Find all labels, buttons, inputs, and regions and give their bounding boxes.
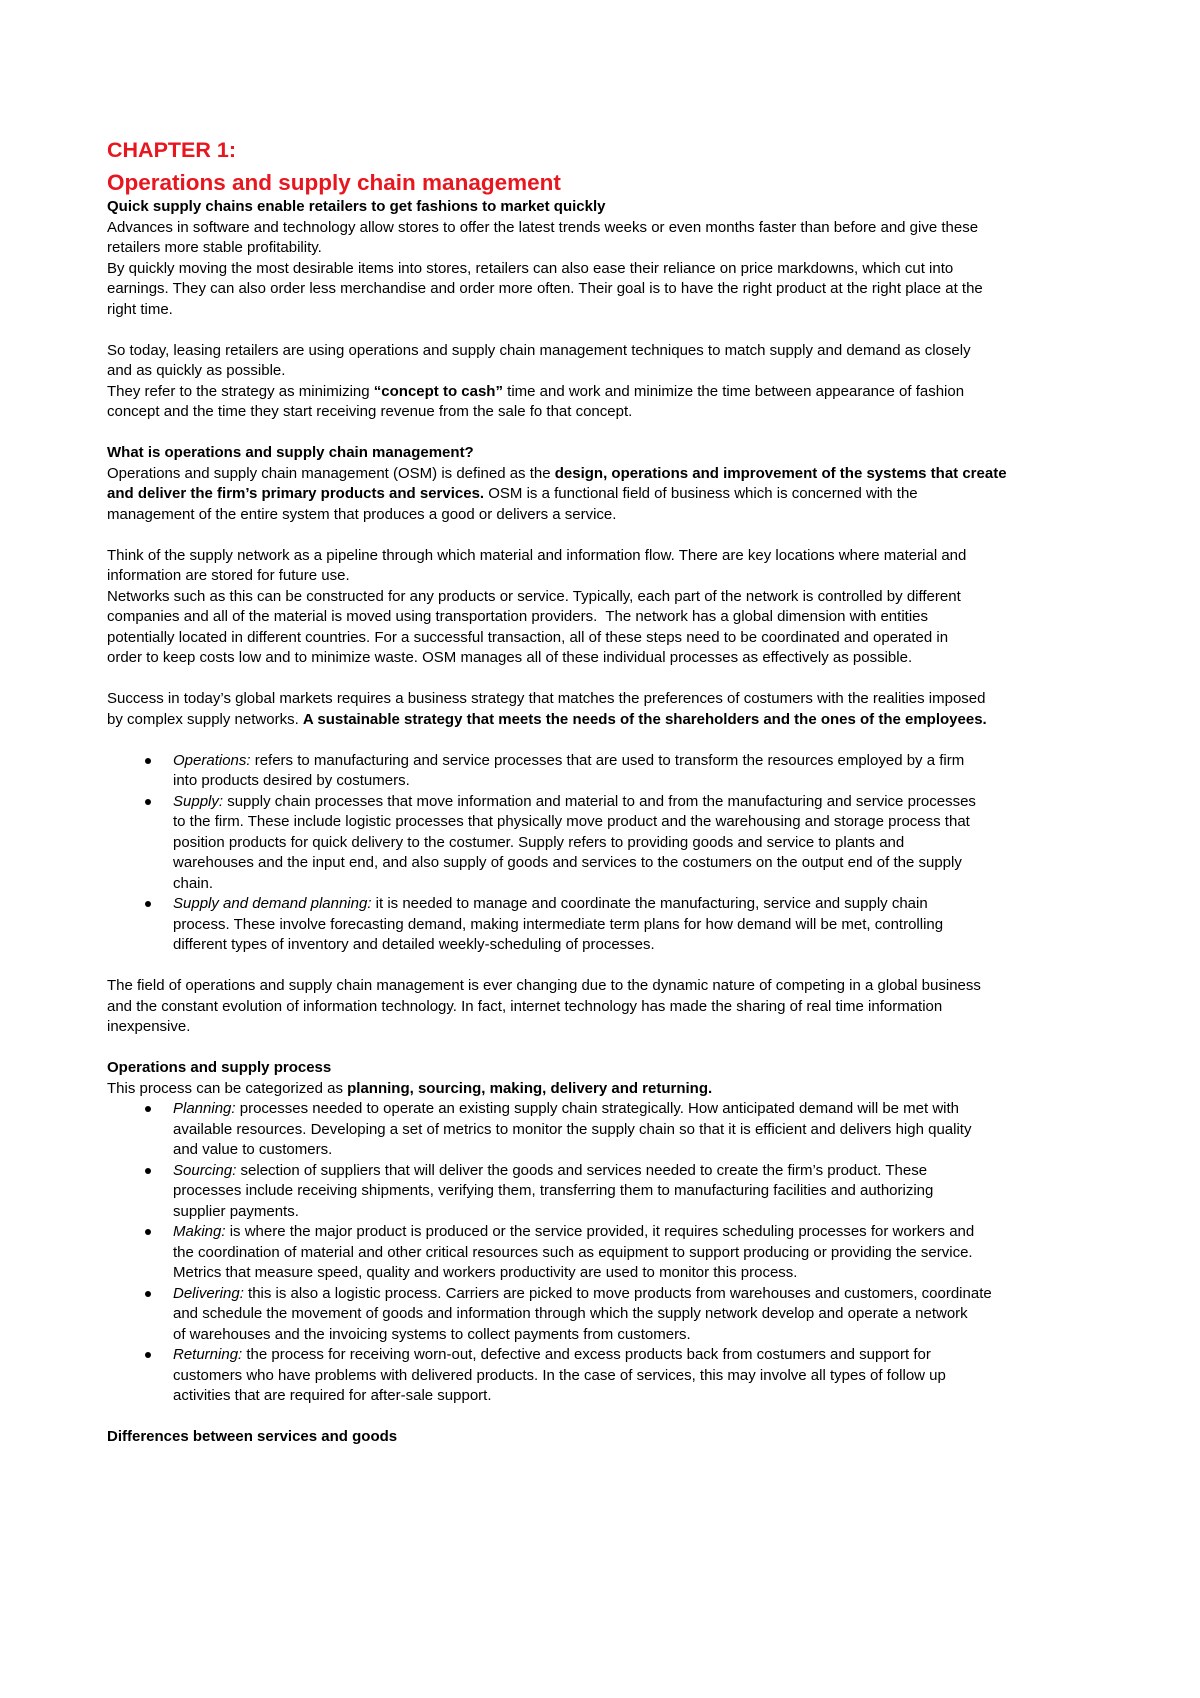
paragraph <box>107 976 1167 1038</box>
text-run: the process for receiving worn-out, defective and excess products back from costumers and support for <box>242 1346 931 1363</box>
bullet-term: Delivering: <box>173 1284 244 1302</box>
chapter-label: CHAPTER 1: <box>107 138 237 162</box>
bullet-item <box>107 1284 1167 1346</box>
text-run: Operations and supply chain management (OSM) is defined as the <box>107 464 555 482</box>
text-run: it is needed to manage and coordinate the manufacturing, service and supply chain <box>371 895 928 912</box>
text-line: of warehouses and the invoicing systems to collect payments from customers. <box>173 1325 691 1343</box>
bold-text: A sustainable strategy that meets the needs of the shareholders and the ones of the employees. <box>302 710 987 728</box>
bullet-dot-icon <box>145 1352 151 1358</box>
paragraph <box>107 689 1167 730</box>
text-line <box>173 1222 1167 1243</box>
section-heading: Quick supply chains enable retailers to get fashions to market quickly <box>107 198 606 215</box>
text-run: OSM is a functional field of business which is concerned with the <box>484 485 918 502</box>
bullet-dot-icon <box>145 1168 151 1174</box>
bullet-term: Returning: <box>173 1346 243 1363</box>
bullet-list <box>107 1099 1167 1407</box>
text-line: warehouses and the input end, and also supply of goods and services to the costumers on the output end of the supply <box>173 854 962 871</box>
blank-line <box>107 1038 1167 1059</box>
text-line: and the constant evolution of information technology. In fact, internet technology has made the sharing of real time information <box>107 997 943 1015</box>
bullet-dot-icon <box>145 758 151 764</box>
text-line: management of the entire system that produces a good or delivers a service. <box>107 505 617 523</box>
text-line: Networks such as this can be constructed for any products or service. Typically, each part of the network is controlled by different <box>107 587 961 605</box>
text-line: supplier payments. <box>173 1202 299 1220</box>
text-line: Metrics that measure speed, quality and workers productivity are used to monitor this process. <box>173 1264 798 1281</box>
text-line <box>173 751 1167 772</box>
text-run: This process can be categorized as <box>107 1079 348 1097</box>
bold-text: and deliver the firm’s primary products and services. <box>107 485 485 502</box>
bullet-item <box>107 1222 1167 1284</box>
paragraph <box>107 546 1167 587</box>
bullet-item <box>107 1161 1167 1223</box>
text-line: processes include receiving shipments, verifying them, transferring them to manufacturing facilities and authorizing <box>173 1182 934 1199</box>
text-line: process. These involve forecasting demand, making intermediate term plans for how demand will be met, controlling <box>173 915 944 933</box>
bullet-dot-icon <box>145 1106 151 1112</box>
document-body <box>107 197 1167 1448</box>
bullet-term: Supply and demand planning: <box>173 895 372 912</box>
text-line: chain. <box>173 874 214 892</box>
text-line: activities that are required for after-sale support. <box>173 1387 492 1404</box>
section-heading: What is operations and supply chain management? <box>107 444 474 461</box>
text-line <box>107 484 1167 505</box>
text-run: by complex supply networks. <box>107 710 303 728</box>
paragraph <box>107 218 1167 259</box>
bold-text: “concept to cash” <box>373 382 503 400</box>
text-line: customers who have problems with delivered products. In the case of services, this may involve all types of follow up <box>173 1366 946 1384</box>
text-line: concept and the time they start receiving revenue from the sale fo that concept. <box>107 403 633 420</box>
text-run: this is also a logistic process. Carriers are picked to move products from warehouses and customers, coordinate <box>243 1284 992 1302</box>
text-line: The field of operations and supply chain management is ever changing due to the dynamic nature of competing in a global business <box>107 977 981 994</box>
text-run: refers to manufacturing and service processes that are used to transform the resources employed by a firm <box>250 751 965 769</box>
text-line <box>173 1099 1167 1120</box>
text-line <box>107 1079 1167 1100</box>
text-line: potentially located in different countries. For a successful transaction, all of these steps need to be coordinated and operated in <box>107 628 949 646</box>
bullet-item <box>107 751 1167 792</box>
text-line <box>107 710 1167 731</box>
bullet-item <box>107 1345 1167 1407</box>
bullet-dot-icon <box>145 901 151 907</box>
text-line <box>173 894 1167 915</box>
bold-text: planning, sourcing, making, delivery and returning. <box>347 1079 713 1097</box>
text-line: different types of inventory and detailed weekly-scheduling of processes. <box>173 936 655 953</box>
paragraph <box>107 464 1167 526</box>
text-line <box>107 464 1167 485</box>
text-line: So today, leasing retailers are using operations and supply chain management techniques to match supply and demand as closely <box>107 341 971 359</box>
bold-text: design, operations and improvement of the systems that create <box>554 464 1007 482</box>
text-run: selection of suppliers that will deliver the goods and services needed to create the firm’s product. These <box>236 1161 928 1179</box>
paragraph <box>107 259 1167 321</box>
text-line <box>173 1345 1167 1366</box>
text-line: order to keep costs low and to minimize waste. OSM manages all of these individual processes as effectively as possible. <box>107 649 913 666</box>
bullet-term: Supply: <box>173 792 224 810</box>
text-line: Advances in software and technology allow stores to offer the latest trends weeks or even months faster than before and give these <box>107 218 979 236</box>
text-line: inexpensive. <box>107 1018 191 1035</box>
chapter-title: Operations and supply chain management <box>107 170 561 195</box>
text-line: and value to customers. <box>173 1141 333 1158</box>
text-line: and schedule the movement of goods and information through which the supply network develop and operate a network <box>173 1305 968 1322</box>
text-run: time and work and minimize the time between appearance of fashion <box>502 382 965 400</box>
blank-line <box>107 320 1167 341</box>
text-run: is where the major product is produced or the service provided, it requires scheduling processes for workers and <box>225 1223 975 1240</box>
text-line: earnings. They can also order less merchandise and order more often. Their goal is to have the right product at the right place at the <box>107 280 983 297</box>
text-line: the coordination of material and other critical resources such as equipment to support producing or providing the service. <box>173 1243 973 1261</box>
text-line: and as quickly as possible. <box>107 362 286 379</box>
bullet-dot-icon <box>145 1229 151 1235</box>
text-line: into products desired by costumers. <box>173 772 410 789</box>
text-line: Think of the supply network as a pipeline through which material and information flow. There are key locations where material and <box>107 546 967 564</box>
bullet-term: Planning: <box>173 1100 236 1117</box>
bullet-term: Operations: <box>173 751 251 769</box>
text-line: Success in today’s global markets requires a business strategy that matches the preferences of costumers with the realities imposed <box>107 690 986 707</box>
bullet-item <box>107 894 1167 956</box>
text-line <box>107 382 1167 403</box>
document-content <box>107 136 1167 1448</box>
text-line <box>173 792 1167 813</box>
text-line: position products for quick delivery to the costumer. Supply refers to providing goods and service to plants and <box>173 833 905 851</box>
text-run: processes needed to operate an existing supply chain strategically. How anticipated demand will be met with <box>235 1100 960 1117</box>
blank-line <box>107 730 1167 751</box>
paragraph <box>107 587 1167 669</box>
text-line: available resources. Developing a set of metrics to monitor the supply chain so that it is efficient and delivers high quality <box>173 1120 972 1138</box>
text-line: information are stored for future use. <box>107 567 350 584</box>
text-line: to the firm. These include logistic processes that physically move product and the warehousing and storage process that <box>173 813 970 830</box>
bullet-list <box>107 751 1167 956</box>
bullet-dot-icon <box>145 1291 151 1297</box>
blank-line <box>107 1407 1167 1428</box>
text-run: supply chain processes that move information and material to and from the manufacturing and service processes <box>223 792 976 810</box>
bullet-item <box>107 1099 1167 1161</box>
blank-line <box>107 423 1167 444</box>
blank-line <box>107 669 1167 690</box>
bullet-term: Sourcing: <box>173 1161 237 1179</box>
text-line <box>173 1284 1167 1305</box>
blank-line <box>107 956 1167 977</box>
bullet-term: Making: <box>173 1223 226 1240</box>
section-heading: Differences between services and goods <box>107 1428 398 1445</box>
paragraph <box>107 382 1167 423</box>
text-run: They refer to the strategy as minimizing <box>107 382 374 400</box>
paragraph <box>107 341 1167 382</box>
text-line: By quickly moving the most desirable items into stores, retailers can also ease their reliance on price markdowns, which cut into <box>107 259 954 277</box>
blank-line <box>107 525 1167 546</box>
text-line <box>173 1161 1167 1182</box>
bullet-dot-icon <box>145 799 151 805</box>
text-line: companies and all of the material is moved using transportation providers. The network has a global dimension with entities <box>107 608 928 625</box>
text-line: retailers more stable profitability. <box>107 239 322 256</box>
bullet-item <box>107 792 1167 895</box>
text-line: right time. <box>107 300 173 318</box>
section-heading: Operations and supply process <box>107 1059 332 1076</box>
